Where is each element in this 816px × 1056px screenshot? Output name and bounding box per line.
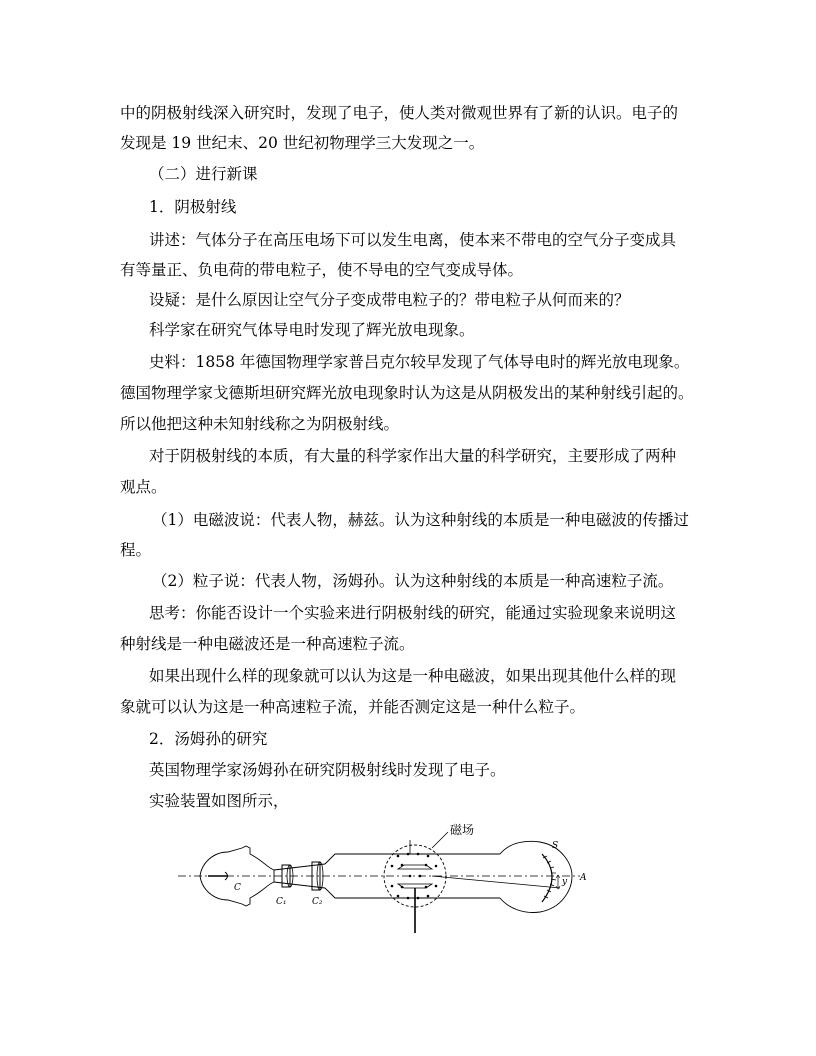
apparatus-svg <box>170 818 590 938</box>
label-a: A <box>580 873 587 883</box>
text-line: 所以他把这种未知射线称之为阴极射线。 <box>120 415 400 433</box>
label-c1: C₁ <box>276 897 287 907</box>
text-line: 史料：1858 年德国物理学家普吕克尔较早发现了气体导电时的辉光放电现象。 <box>149 353 690 371</box>
subsection-heading: 2．汤姆孙的研究 <box>149 730 268 748</box>
text-line: 思考：你能否设计一个实验来进行阴极射线的研究，能通过实验现象来说明这 <box>149 604 677 622</box>
section-heading: （二）进行新课 <box>149 165 258 183</box>
text-line: 英国物理学家汤姆孙在研究阴极射线时发现了电子。 <box>149 761 506 779</box>
text-line: 实验装置如图所示， <box>149 792 289 810</box>
label-c2: C₂ <box>312 897 323 907</box>
label-s: S <box>552 841 559 851</box>
tube-bottom <box>325 888 500 898</box>
magnetic-field-label: 磁场 <box>450 823 475 837</box>
text-line: 中的阴极射线深入研究时，发现了电子，使人类对微观世界有了新的认识。电子的 <box>120 104 679 122</box>
text-line: 如果出现什么样的现象就可以认为这是一种电磁波，如果出现其他什么样的现 <box>149 667 677 685</box>
text-line: 观点。 <box>120 478 167 496</box>
deflected-beam <box>432 876 560 888</box>
upper-plate <box>398 865 432 869</box>
text-line: 有等量正、负电荷的带电粒子，使不导电的空气变成导体。 <box>120 261 524 279</box>
subsection-heading: 1．阴极射线 <box>149 198 237 216</box>
tube-top <box>325 854 500 864</box>
text-line: 德国物理学家戈德斯坦研究辉光放电现象时认为这是从阴极发出的某种射线引起的。 <box>120 384 694 402</box>
thomson-apparatus-diagram <box>170 818 590 938</box>
text-line: 设疑：是什么原因让空气分子变成带电粒子的？带电粒子从何而来的？ <box>149 291 630 309</box>
text-line: （1）电磁波说：代表人物，赫兹。认为这种射线的本质是一种电磁波的传播过 <box>152 511 689 529</box>
label-c: C <box>234 883 241 893</box>
text-line: 讲述：气体分子在高压电场下可以发生电离，使本来不带电的空气分子变成具 <box>149 231 677 249</box>
text-line: 象就可以认为这是一种高速粒子流，并能否测定这是一种什么粒子。 <box>120 698 586 716</box>
lower-plate <box>398 884 432 888</box>
label-y: y <box>562 877 568 887</box>
text-line: 科学家在研究气体导电时发现了辉光放电现象。 <box>149 321 475 339</box>
text-line: （2）粒子说：代表人物，汤姆孙。认为这种射线的本质是一种高速粒子流。 <box>152 572 674 590</box>
text-line: 对于阴极射线的本质，有大量的科学家作出大量的科学研究，主要形成了两种 <box>149 447 677 465</box>
text-line: 程。 <box>120 541 152 559</box>
text-line: 种射线是一种电磁波还是一种高速粒子流。 <box>120 635 415 653</box>
text-line: 发现是 19 世纪末、20 世纪初物理学三大发现之一。 <box>120 134 485 152</box>
